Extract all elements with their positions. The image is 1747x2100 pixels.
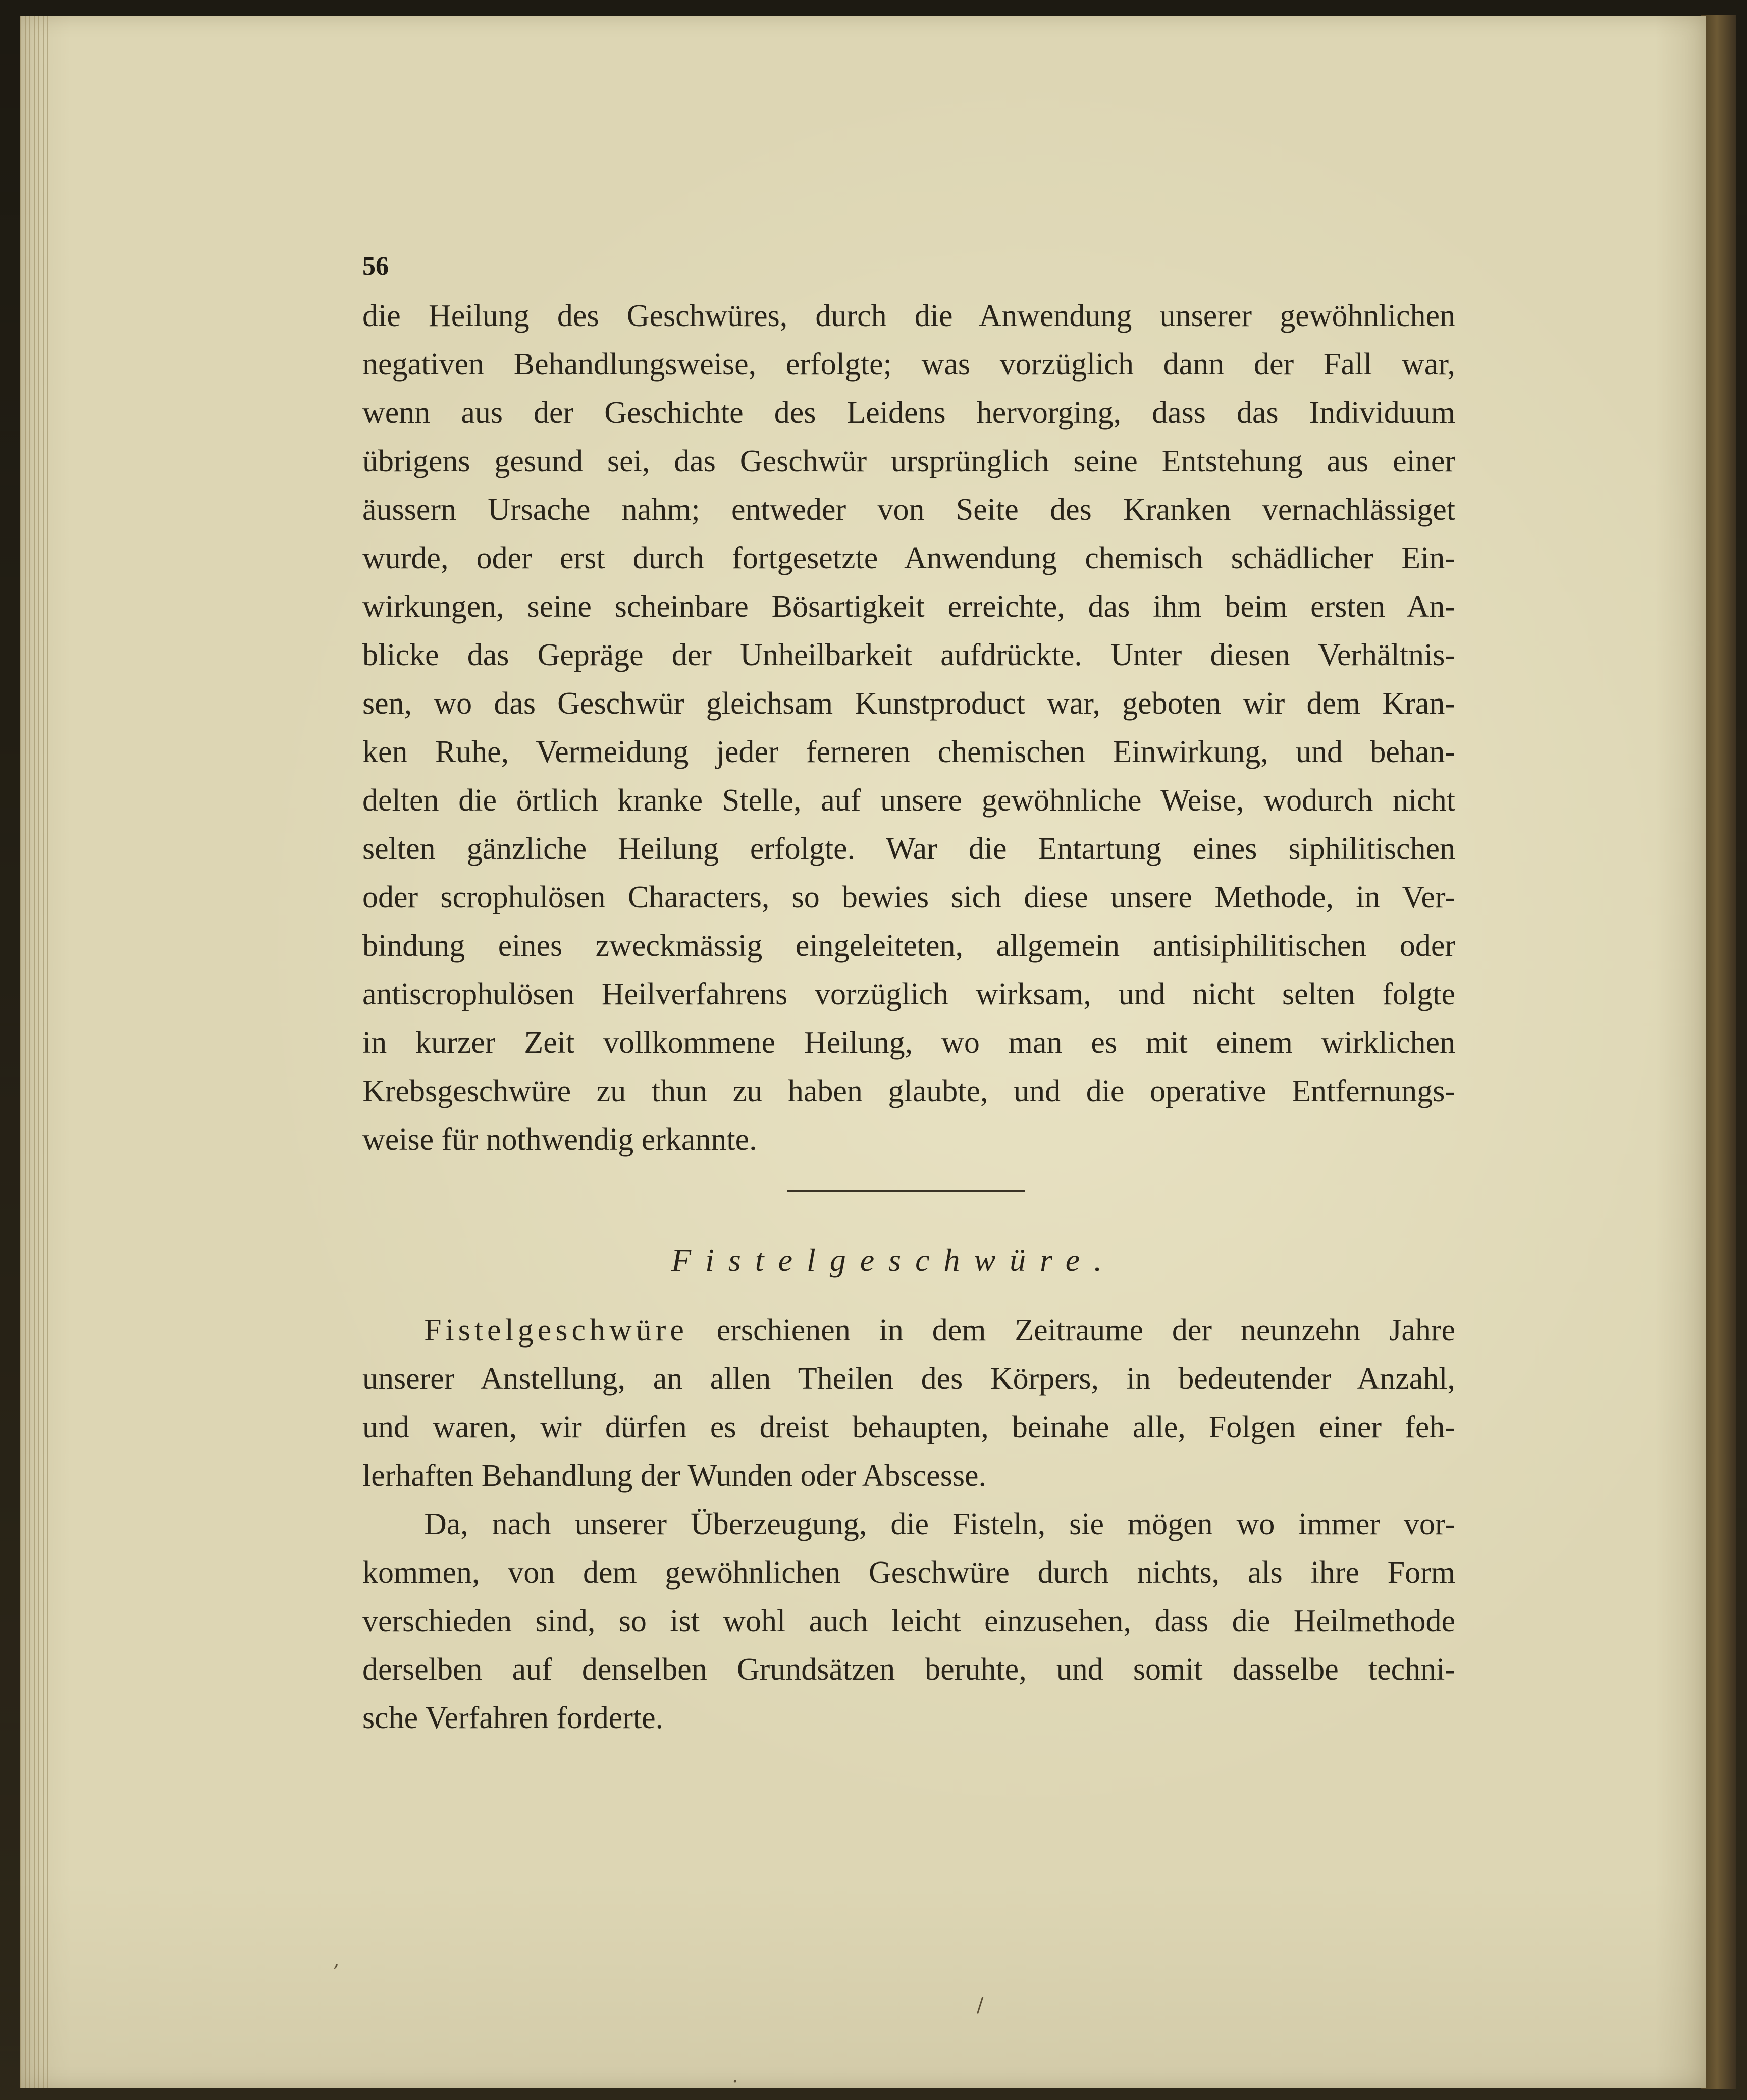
lead-word: Fistelgeschwüre: [424, 1313, 688, 1348]
text-line: die Heilung des Geschwüres, durch die Anwendung unserer gewöhnlichen: [362, 299, 1455, 333]
text-line: wenn aus der Geschichte des Leidens hervorging, dass das Individuum: [362, 396, 1455, 430]
text-line: Da, nach unserer Überzeugung, die Fisteln, sie mögen wo immer vor-: [424, 1507, 1455, 1541]
text-line: weise für nothwendig erkannte.: [362, 1122, 757, 1157]
text-line: übrigens gesund sei, das Geschwür ursprünglich seine Entstehung aus einer: [362, 444, 1455, 478]
page-gutter-edges: [20, 16, 50, 2088]
text-line: blicke das Gepräge der Unheilbarkeit aufdrückte. Unter diesen Verhältnis-: [362, 638, 1455, 672]
text-line: derselben auf denselben Grundsätzen beruhte, und somit dasselbe techni-: [362, 1652, 1455, 1687]
text-line: antiscrophulösen Heilverfahrens vorzüglich wirksam, und nicht selten folgte: [362, 977, 1455, 1011]
paper-speck: .: [732, 2064, 738, 2087]
text-line: bindung eines zweckmässig eingeleiteten, allgemein antisiphilitischen oder: [362, 929, 1455, 963]
next-page-edge: [1701, 15, 1736, 2089]
text-line: und waren, wir dürfen es dreist behaupten, beinahe alle, Folgen einer feh-: [362, 1410, 1455, 1444]
text-line: in kurzer Zeit vollkommene Heilung, wo man es mit einem wirklichen: [362, 1026, 1455, 1060]
text-line: unserer Anstellung, an allen Theilen des Körpers, in bedeutender Anzahl,: [362, 1362, 1455, 1396]
text-line: Krebsgeschwüre zu thun zu haben glaubte, und die operative Entfernungs-: [362, 1074, 1455, 1108]
section-heading: Fistelgeschwüre.: [671, 1242, 1117, 1278]
paper-speck: /: [977, 1994, 984, 2017]
text-line: wurde, oder erst durch fortgesetzte Anwendung chemisch schädlicher Ein-: [362, 541, 1455, 575]
text-line: verschieden sind, so ist wohl auch leicht einzusehen, dass die Heilmethode: [362, 1604, 1455, 1638]
page-number: 56: [362, 252, 389, 281]
text-line: ken Ruhe, Vermeidung jeder ferneren chemischen Einwirkung, und behan-: [362, 735, 1455, 769]
paper-speck: ,: [333, 1948, 340, 1971]
text-line: lerhaften Behandlung der Wunden oder Abscesse.: [362, 1459, 986, 1493]
text-line: sen, wo das Geschwür gleichsam Kunstproduct war, geboten wir dem Kran-: [362, 686, 1455, 721]
text-line: äussern Ursache nahm; entweder von Seite des Kranken vernachlässiget: [362, 493, 1455, 527]
first-line-rest: erschienen in dem Zeitraume der neunzehn Jahre: [716, 1313, 1456, 1348]
text-line: wirkungen, seine scheinbare Bösartigkeit erreichte, das ihm beim ersten An-: [362, 589, 1455, 624]
text-line: delten die örtlich kranke Stelle, auf unsere gewöhnliche Weise, wodurch nicht: [362, 783, 1455, 818]
text-line: kommen, von dem gewöhnlichen Geschwüre durch nichts, als ihre Form: [362, 1555, 1455, 1590]
text-line: selten gänzliche Heilung erfolgte. War die Entartung eines siphilitischen: [362, 832, 1455, 866]
text-line: oder scrophulösen Characters, so bewies sich diese unsere Methode, in Ver-: [362, 880, 1455, 914]
text-line: [424, 1306, 1455, 1355]
text-line: sche Verfahren forderte.: [362, 1701, 664, 1735]
text-line: negativen Behandlungsweise, erfolgte; was vorzüglich dann der Fall war,: [362, 347, 1455, 382]
section-divider: [787, 1190, 1025, 1192]
